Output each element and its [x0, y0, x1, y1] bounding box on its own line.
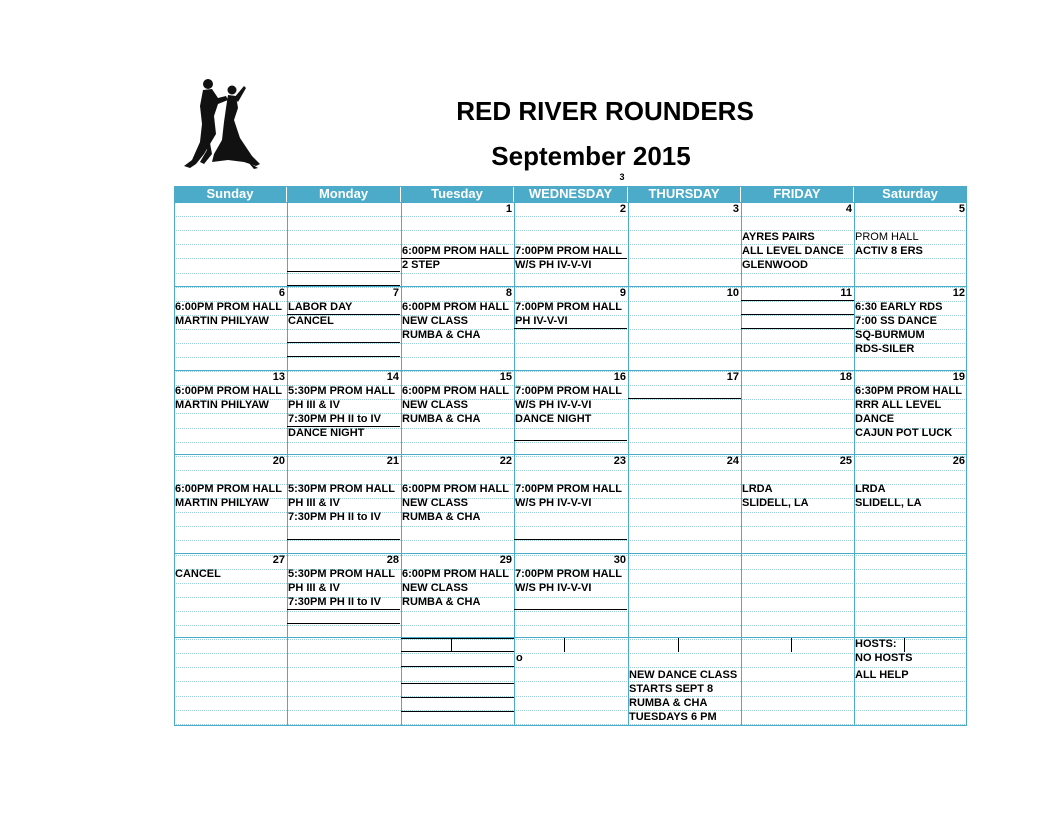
cell-border: [564, 638, 565, 652]
cell-border: [287, 623, 400, 624]
day-number: 7: [392, 287, 399, 299]
event-text: 7:30PM PH II to IV: [288, 413, 381, 425]
event-text: 5:30PM PROM HALL: [288, 483, 395, 495]
day-number: 11: [840, 287, 852, 299]
event-text: 6:30 EARLY RDS: [855, 301, 943, 313]
page-number: 3: [619, 172, 625, 182]
day-number: 20: [272, 455, 285, 467]
day-number: 27: [272, 554, 285, 566]
event-text: 6:00PM PROM HALL: [402, 301, 509, 313]
day-number: 22: [499, 455, 512, 467]
event-text: RUMBA & CHA: [402, 329, 481, 341]
event-text: 7:30PM PH II to IV: [288, 596, 381, 608]
event-text: RUMBA & CHA: [402, 596, 481, 608]
day-number: 30: [613, 554, 626, 566]
cell-border: [514, 440, 627, 441]
day-number: 12: [952, 287, 965, 299]
cell-border: [287, 356, 400, 357]
cell-border: [287, 314, 400, 315]
event-text: PH III & IV: [288, 497, 340, 509]
event-text: CAJUN POT LUCK: [855, 427, 953, 439]
event-text: SQ-BURMUM: [855, 329, 925, 341]
event-text: RUMBA & CHA: [402, 511, 481, 523]
day-number: 21: [386, 455, 399, 467]
day-number: 18: [839, 371, 852, 383]
event-text: 6:00PM PROM HALL: [402, 568, 509, 580]
cell-border: [451, 638, 452, 652]
event-text: RUMBA & CHA: [402, 413, 481, 425]
event-text: 2 STEP: [402, 259, 440, 271]
event-text: ACTIV 8 ERS: [855, 245, 923, 257]
cell-border: [287, 426, 400, 427]
cell-border: [287, 271, 400, 272]
day-number: 4: [845, 203, 852, 215]
day-number: 23: [613, 455, 626, 467]
event-text: MARTIN PHILYAW: [175, 399, 269, 411]
day-number: 10: [726, 287, 739, 299]
event-text: LRDA: [855, 483, 886, 495]
day-number: 3: [732, 203, 739, 215]
event-text: 6:30PM PROM HALL: [855, 385, 962, 397]
event-text: 7:00PM PROM HALL: [515, 568, 622, 580]
cell-border: [514, 328, 627, 329]
cell-border: [514, 539, 627, 540]
thursday-note: RUMBA & CHA: [629, 697, 708, 709]
day-number: 8: [505, 287, 512, 299]
cell-border: [791, 638, 792, 652]
cell-border: [287, 285, 400, 286]
day-number: 1: [505, 203, 512, 215]
event-text: PH III & IV: [288, 399, 340, 411]
event-text: LRDA: [742, 483, 773, 495]
event-text: 6:00PM PROM HALL: [175, 483, 282, 495]
event-text: 7:00PM PROM HALL: [515, 301, 622, 313]
day-number: 24: [726, 455, 739, 467]
cell-border: [741, 328, 854, 329]
event-text: 7:00PM PROM HALL: [515, 245, 622, 257]
day-number: 17: [726, 371, 739, 383]
event-text: SLIDELL, LA: [855, 497, 922, 509]
event-text: 6:00PM PROM HALL: [175, 385, 282, 397]
event-text: 6:00PM PROM HALL: [402, 483, 509, 495]
day-number: 28: [386, 554, 399, 566]
event-text: 7:30PM PH II to IV: [288, 511, 381, 523]
event-text: ALL LEVEL DANCE: [742, 245, 844, 257]
event-text: CANCEL: [288, 315, 334, 327]
weekday-header: THURSDAY: [628, 186, 741, 202]
event-text: GLENWOOD: [742, 259, 808, 271]
cell-border: [401, 711, 514, 712]
cell-border: [678, 638, 679, 652]
event-text: DANCE NIGHT: [288, 427, 365, 439]
cell-border: [741, 314, 854, 315]
cell-border: [401, 258, 514, 259]
cell-border: [401, 683, 514, 684]
event-text: DANCE NIGHT: [515, 413, 592, 425]
weekday-header: Tuesday: [401, 186, 514, 202]
day-number: 15: [499, 371, 512, 383]
cell-border: [287, 609, 400, 610]
day-number: 19: [952, 371, 965, 383]
day-number: 5: [958, 203, 965, 215]
event-text: NEW CLASS: [402, 497, 468, 509]
cell-border: [401, 666, 514, 667]
event-text: 5:30PM PROM HALL: [288, 568, 395, 580]
day-number: 9: [619, 287, 626, 299]
event-text: SLIDELL, LA: [742, 497, 809, 509]
day-number: 6: [278, 287, 285, 299]
ballroom-dancers-logo: [174, 76, 264, 171]
weekday-header: Sunday: [174, 186, 287, 202]
cell-border: [401, 697, 514, 698]
wednesday-mark: o: [516, 652, 523, 664]
day-number: 14: [386, 371, 399, 383]
event-text: 6:00PM PROM HALL: [175, 301, 282, 313]
event-text: MARTIN PHILYAW: [175, 497, 269, 509]
all-help-text: ALL HELP: [855, 669, 909, 681]
cell-border: [514, 609, 627, 610]
event-text: PH III & IV: [288, 582, 340, 594]
event-text: W/S PH IV-V-VI: [515, 399, 592, 411]
event-text: W/S PH IV-V-VI: [515, 582, 592, 594]
month-title: September 2015: [491, 141, 691, 171]
cell-border: [904, 638, 905, 652]
event-text: 7:00 SS DANCE: [855, 315, 937, 327]
event-text: CANCEL: [175, 568, 221, 580]
cell-border: [628, 398, 741, 399]
page-title: RED RIVER ROUNDERS: [456, 96, 754, 126]
cell-border: [401, 638, 514, 639]
day-number: 13: [272, 371, 285, 383]
event-text: RDS-SILER: [855, 343, 915, 355]
event-text: PH IV-V-VI: [515, 315, 568, 327]
cell-border: [287, 342, 400, 343]
cell-border: [401, 651, 514, 652]
weekday-header: Monday: [287, 186, 401, 202]
event-text: RRR ALL LEVEL: [855, 399, 942, 411]
day-number: 16: [613, 371, 626, 383]
day-number: 2: [619, 203, 626, 215]
cell-border: [741, 300, 854, 301]
weekday-header: WEDNESDAY: [514, 186, 628, 202]
event-text: 7:00PM PROM HALL: [515, 385, 622, 397]
event-text: 7:00PM PROM HALL: [515, 483, 622, 495]
calendar-grid: [174, 186, 967, 726]
thursday-note: STARTS SEPT 8: [629, 683, 714, 695]
event-text: MARTIN PHILYAW: [175, 315, 269, 327]
event-text: NEW CLASS: [402, 315, 468, 327]
event-text: NEW CLASS: [402, 582, 468, 594]
day-number: 26: [952, 455, 965, 467]
event-text: NEW CLASS: [402, 399, 468, 411]
hosts-label: HOSTS:: [855, 638, 897, 650]
cell-border: [514, 258, 627, 259]
event-text: DANCE: [855, 413, 895, 425]
no-hosts-text: NO HOSTS: [855, 652, 913, 664]
event-text: PROM HALL: [855, 231, 919, 243]
weekday-header: Saturday: [854, 186, 967, 202]
day-number: 29: [499, 554, 512, 566]
cell-border: [287, 539, 400, 540]
thursday-note: NEW DANCE CLASS: [629, 669, 738, 681]
event-text: W/S PH IV-V-VI: [515, 259, 592, 271]
thursday-note: TUESDAYS 6 PM: [629, 711, 717, 723]
event-text: 6:00PM PROM HALL: [402, 245, 509, 257]
event-text: LABOR DAY: [288, 301, 353, 313]
weekday-header: FRIDAY: [741, 186, 854, 202]
event-text: W/S PH IV-V-VI: [515, 497, 592, 509]
event-text: 6:00PM PROM HALL: [402, 385, 509, 397]
event-text: 5:30PM PROM HALL: [288, 385, 395, 397]
event-text: AYRES PAIRS: [742, 231, 815, 243]
day-number: 25: [839, 455, 852, 467]
